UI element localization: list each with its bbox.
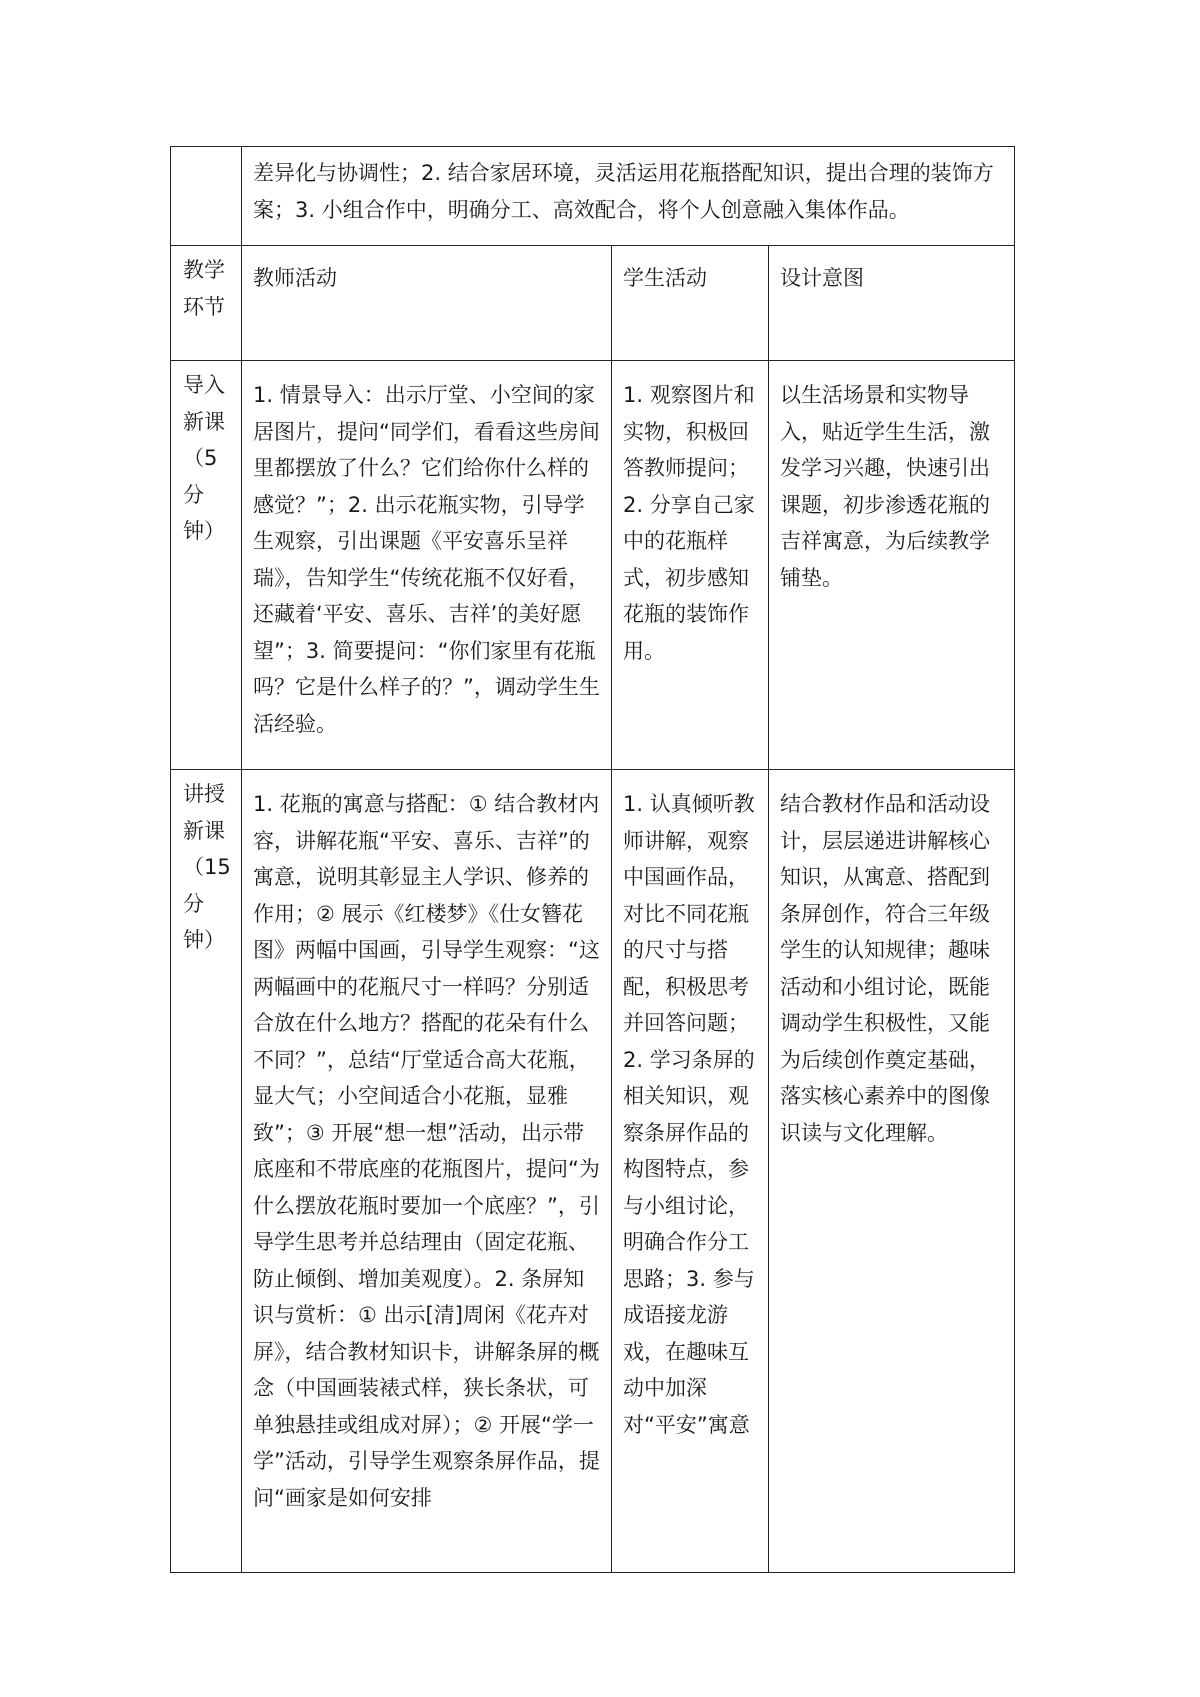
lesson-plan-table	[170, 146, 1015, 1573]
header-design-intent: 设计意图	[769, 246, 1015, 361]
design-intent-cell: 结合教材作品和活动设计，层层递进讲解核心知识，从寓意、搭配到条屏创作，符合三年级学生的认知规律；趣味活动和小组讨论，既能调动学生积极性，又能为后续创作奠定基础，落实核心素养中的图像识读与文化理解。	[769, 770, 1015, 1573]
header-teacher-activity: 教师活动	[242, 246, 612, 361]
stage-cell: 讲授新课（15分钟）	[171, 770, 242, 1573]
student-activity-cell: 1. 观察图片和实物，积极回答教师提问；2. 分享自己家中的花瓶样式，初步感知花瓶的装饰作用。	[612, 361, 769, 770]
teacher-activity-cell: 1. 花瓶的寓意与搭配：① 结合教材内容，讲解花瓶“平安、喜乐、吉祥”的寓意，说明其彰显主人学识、修养的作用；② 展示《红楼梦》《仕女簪花图》两幅中国画，引导学生观察：“这两幅画中的花瓶尺寸一样吗？分别适合放在什么地方？搭配的花朵有什么不同？”，总结“厅堂适合高大花瓶，显大气；小空间适合小花瓶，显雅致”；③ 开展“想一想”活动，出示带底座和不带底座的花瓶图片，提问“为什么摆放花瓶时要加一个底座？”，引导学生思考并总结理由（固定花瓶、防止倾倒、增加美观度）。2. 条屏知识与赏析：① 出示[清]周闲《花卉对屏》，结合教材知识卡，讲解条屏的概念（中国画装裱式样，狭长条状，可单独悬挂或组成对屏）；② 开展“学一学”活动，引导学生观察条屏作品，提问“画家是如何安排	[242, 770, 612, 1573]
teacher-activity-cell: 1. 情景导入：出示厅堂、小空间的家居图片，提问“同学们，看看这些房间里都摆放了什么？它们给你什么样的感觉？”；2. 出示花瓶实物，引导学生观察，引出课题《平安喜乐呈祥瑞》，告知学生“传统花瓶不仅好看，还藏着‘平安、喜乐、吉祥’的美好愿望”；3. 简要提问：“你们家里有花瓶吗？它是什么样子的？”，调动学生生活经验。	[242, 361, 612, 770]
student-activity-cell: 1. 认真倾听教师讲解，观察中国画作品，对比不同花瓶的尺寸与搭配，积极思考并回答问题；2. 学习条屏的相关知识，观察条屏作品的构图特点，参与小组讨论，明确合作分工思路；3. 参与成语接龙游戏，在趣味互动中加深对“平安”寓意	[612, 770, 769, 1573]
table-header-row	[171, 246, 1015, 361]
header-student-activity: 学生活动	[612, 246, 769, 361]
objectives-text: 差异化与协调性；2. 结合家居环境，灵活运用花瓶搭配知识，提出合理的装饰方案；3. 小组合作中，明确分工、高效配合，将个人创意融入集体作品。	[242, 147, 1015, 246]
table-row-new-lesson	[171, 770, 1015, 1573]
table-row-introduction	[171, 361, 1015, 770]
objectives-continuation-row	[171, 147, 1015, 246]
stage-cell: 导入新课（5分钟）	[171, 361, 242, 770]
header-stage: 教学环节	[171, 246, 242, 361]
empty-stage-cell	[171, 147, 242, 246]
design-intent-cell: 以生活场景和实物导入，贴近学生生活，激发学习兴趣，快速引出课题，初步渗透花瓶的吉祥寓意，为后续教学铺垫。	[769, 361, 1015, 770]
